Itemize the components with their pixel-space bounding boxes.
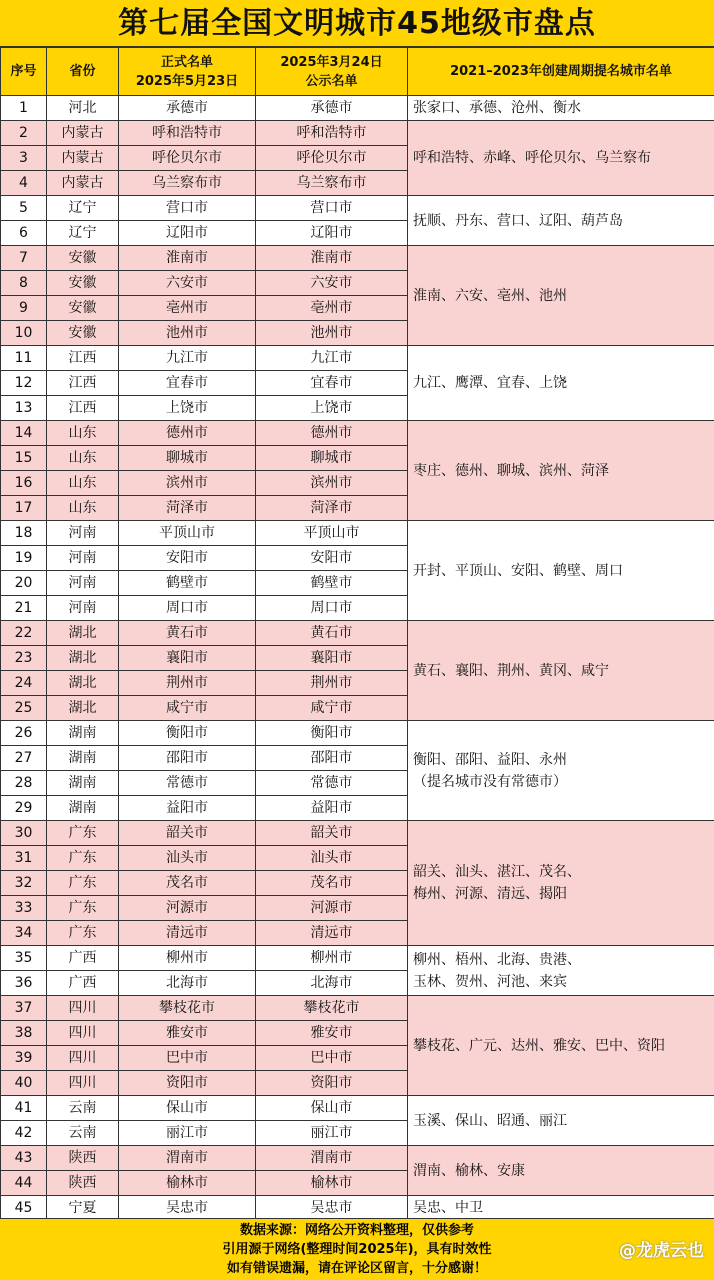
cell-province: 湖北 xyxy=(47,646,119,671)
cell-nominated-list xyxy=(408,996,714,1096)
cell-official: 平顶山市 xyxy=(119,521,256,546)
cell-seq: 10 xyxy=(1,321,47,346)
table-body xyxy=(1,96,714,1221)
cell-public: 聊城市 xyxy=(256,446,408,471)
cell-seq: 27 xyxy=(1,746,47,771)
city-table xyxy=(0,47,714,1221)
cell-province: 安徽 xyxy=(47,271,119,296)
cell-province: 山东 xyxy=(47,421,119,446)
nominated-line: 枣庄、德州、聊城、滨州、菏泽 xyxy=(413,462,609,479)
footer xyxy=(0,1218,714,1280)
nominated-line: 渭南、榆林、安康 xyxy=(413,1162,525,1179)
cell-public: 呼和浩特市 xyxy=(256,121,408,146)
cell-official: 巴中市 xyxy=(119,1046,256,1071)
cell-nominated-list xyxy=(408,196,714,246)
cell-official: 柳州市 xyxy=(119,946,256,971)
cell-seq: 13 xyxy=(1,396,47,421)
cell-seq: 1 xyxy=(1,96,47,121)
cell-official: 衡阳市 xyxy=(119,721,256,746)
cell-seq: 28 xyxy=(1,771,47,796)
page-title: 第七届全国文明城市45地级市盘点 xyxy=(0,0,714,47)
cell-official: 吴忠市 xyxy=(119,1196,256,1221)
cell-official: 资阳市 xyxy=(119,1071,256,1096)
cell-province: 湖南 xyxy=(47,771,119,796)
table-row xyxy=(1,1096,714,1121)
cell-public: 安阳市 xyxy=(256,546,408,571)
cell-seq: 5 xyxy=(1,196,47,221)
cell-seq: 7 xyxy=(1,246,47,271)
cell-nominated-list xyxy=(408,1146,714,1196)
cell-province: 安徽 xyxy=(47,296,119,321)
cell-province: 云南 xyxy=(47,1096,119,1121)
cell-public: 辽阳市 xyxy=(256,221,408,246)
cell-seq: 18 xyxy=(1,521,47,546)
cell-nominated-list xyxy=(408,1096,714,1146)
cell-official: 呼和浩特市 xyxy=(119,121,256,146)
cell-nominated-list xyxy=(408,346,714,421)
cell-province: 安徽 xyxy=(47,321,119,346)
table-row xyxy=(1,1146,714,1171)
cell-province: 安徽 xyxy=(47,246,119,271)
cell-province: 湖北 xyxy=(47,671,119,696)
cell-official: 鹤壁市 xyxy=(119,571,256,596)
cell-official: 汕头市 xyxy=(119,846,256,871)
cell-official: 辽阳市 xyxy=(119,221,256,246)
cell-province: 江西 xyxy=(47,346,119,371)
cell-seq: 21 xyxy=(1,596,47,621)
cell-public: 亳州市 xyxy=(256,296,408,321)
nominated-line: 攀枝花、广元、达州、雅安、巴中、资阳 xyxy=(413,1037,665,1054)
cell-seq: 24 xyxy=(1,671,47,696)
cell-seq: 43 xyxy=(1,1146,47,1171)
cell-seq: 4 xyxy=(1,171,47,196)
cell-province: 四川 xyxy=(47,1046,119,1071)
cell-seq: 25 xyxy=(1,696,47,721)
header-province: 省份 xyxy=(47,48,119,96)
cell-public: 丽江市 xyxy=(256,1121,408,1146)
cell-nominated-list xyxy=(408,121,714,196)
cell-official: 安阳市 xyxy=(119,546,256,571)
cell-public: 淮南市 xyxy=(256,246,408,271)
cell-public: 鹤壁市 xyxy=(256,571,408,596)
nominated-line: 柳州、梧州、北海、贵港、 xyxy=(413,951,581,968)
cell-official: 亳州市 xyxy=(119,296,256,321)
nominated-line: 吴忠、中卫 xyxy=(413,1200,483,1216)
cell-seq: 2 xyxy=(1,121,47,146)
cell-public: 柳州市 xyxy=(256,946,408,971)
nominated-line: （提名城市没有常德市） xyxy=(413,773,567,790)
cell-public: 吴忠市 xyxy=(256,1196,408,1221)
cell-public: 平顶山市 xyxy=(256,521,408,546)
cell-official: 北海市 xyxy=(119,971,256,996)
header-official-line2: 2025年5月23日 xyxy=(135,73,239,89)
table-row xyxy=(1,821,714,846)
cell-seq: 11 xyxy=(1,346,47,371)
cell-seq: 23 xyxy=(1,646,47,671)
cell-official: 黄石市 xyxy=(119,621,256,646)
cell-province: 河南 xyxy=(47,546,119,571)
cell-province: 江西 xyxy=(47,396,119,421)
cell-official: 德州市 xyxy=(119,421,256,446)
cell-seq: 37 xyxy=(1,996,47,1021)
cell-province: 宁夏 xyxy=(47,1196,119,1221)
nominated-line: 九江、鹰潭、宜春、上饶 xyxy=(413,375,567,391)
nominated-line: 开封、平顶山、安阳、鹤壁、周口 xyxy=(413,562,623,579)
table-row xyxy=(1,1196,714,1221)
cell-official: 保山市 xyxy=(119,1096,256,1121)
cell-public: 常德市 xyxy=(256,771,408,796)
nominated-line: 梅州、河源、清远、揭阳 xyxy=(413,886,567,902)
cell-seq: 32 xyxy=(1,871,47,896)
nominated-line: 呼和浩特、赤峰、呼伦贝尔、乌兰察布 xyxy=(413,150,651,166)
table-row xyxy=(1,121,714,146)
table-row xyxy=(1,196,714,221)
cell-province: 广西 xyxy=(47,971,119,996)
cell-seq: 15 xyxy=(1,446,47,471)
nominated-line: 淮南、六安、亳州、池州 xyxy=(413,287,567,304)
cell-official: 茂名市 xyxy=(119,871,256,896)
table-row xyxy=(1,96,714,121)
cell-seq: 35 xyxy=(1,946,47,971)
cell-province: 河南 xyxy=(47,596,119,621)
cell-seq: 30 xyxy=(1,821,47,846)
cell-seq: 6 xyxy=(1,221,47,246)
cell-official: 邵阳市 xyxy=(119,746,256,771)
cell-nominated-list xyxy=(408,821,714,946)
cell-nominated-list xyxy=(408,946,714,996)
cell-public: 茂名市 xyxy=(256,871,408,896)
cell-province: 辽宁 xyxy=(47,196,119,221)
cell-seq: 29 xyxy=(1,796,47,821)
cell-official: 河源市 xyxy=(119,896,256,921)
cell-province: 云南 xyxy=(47,1121,119,1146)
cell-province: 陕西 xyxy=(47,1146,119,1171)
nominated-line: 玉林、贺州、河池、来宾 xyxy=(413,973,567,990)
cell-nominated-list xyxy=(408,246,714,346)
cell-province: 四川 xyxy=(47,996,119,1021)
cell-province: 湖南 xyxy=(47,746,119,771)
nominated-line: 玉溪、保山、昭通、丽江 xyxy=(413,1112,567,1129)
cell-official: 周口市 xyxy=(119,596,256,621)
cell-province: 山东 xyxy=(47,471,119,496)
cell-official: 呼伦贝尔市 xyxy=(119,146,256,171)
nominated-line: 衡阳、邵阳、益阳、永州 xyxy=(413,751,567,768)
cell-official: 丽江市 xyxy=(119,1121,256,1146)
cell-public: 清远市 xyxy=(256,921,408,946)
header-public-line1: 2025年3月24日 xyxy=(280,54,383,70)
cell-seq: 41 xyxy=(1,1096,47,1121)
cell-official: 榆林市 xyxy=(119,1171,256,1196)
cell-province: 河南 xyxy=(47,571,119,596)
cell-official: 淮南市 xyxy=(119,246,256,271)
cell-province: 辽宁 xyxy=(47,221,119,246)
cell-seq: 19 xyxy=(1,546,47,571)
cell-province: 河南 xyxy=(47,521,119,546)
cell-official: 雅安市 xyxy=(119,1021,256,1046)
header-official-line1: 正式名单 xyxy=(160,54,213,70)
cell-seq: 38 xyxy=(1,1021,47,1046)
cell-province: 内蒙古 xyxy=(47,146,119,171)
nominated-line: 抚顺、丹东、营口、辽阳、葫芦岛 xyxy=(413,212,623,229)
cell-official: 宜春市 xyxy=(119,371,256,396)
cell-seq: 14 xyxy=(1,421,47,446)
cell-official: 聊城市 xyxy=(119,446,256,471)
cell-public: 上饶市 xyxy=(256,396,408,421)
cell-public: 邵阳市 xyxy=(256,746,408,771)
cell-seq: 3 xyxy=(1,146,47,171)
cell-seq: 34 xyxy=(1,921,47,946)
cell-public: 营口市 xyxy=(256,196,408,221)
cell-public: 汕头市 xyxy=(256,846,408,871)
cell-public: 益阳市 xyxy=(256,796,408,821)
cell-province: 湖北 xyxy=(47,621,119,646)
header-nominated: 2021–2023年创建周期提名城市名单 xyxy=(408,48,714,96)
cell-province: 广东 xyxy=(47,821,119,846)
cell-province: 内蒙古 xyxy=(47,121,119,146)
header-public xyxy=(256,48,408,96)
cell-official: 清远市 xyxy=(119,921,256,946)
cell-official: 常德市 xyxy=(119,771,256,796)
cell-seq: 17 xyxy=(1,496,47,521)
cell-seq: 20 xyxy=(1,571,47,596)
nominated-line: 黄石、襄阳、荆州、黄冈、咸宁 xyxy=(413,662,609,679)
cell-public: 池州市 xyxy=(256,321,408,346)
table-row xyxy=(1,421,714,446)
cell-official: 营口市 xyxy=(119,196,256,221)
watermark: @龙虎云也 xyxy=(619,1241,704,1261)
cell-nominated-list xyxy=(408,421,714,521)
cell-public: 承德市 xyxy=(256,96,408,121)
cell-public: 呼伦贝尔市 xyxy=(256,146,408,171)
cell-public: 滨州市 xyxy=(256,471,408,496)
cell-seq: 44 xyxy=(1,1171,47,1196)
cell-public: 九江市 xyxy=(256,346,408,371)
cell-province: 湖南 xyxy=(47,796,119,821)
cell-seq: 12 xyxy=(1,371,47,396)
cell-official: 渭南市 xyxy=(119,1146,256,1171)
cell-official: 荆州市 xyxy=(119,671,256,696)
header-seq: 序号 xyxy=(1,48,47,96)
cell-official: 菏泽市 xyxy=(119,496,256,521)
cell-public: 河源市 xyxy=(256,896,408,921)
cell-province: 广东 xyxy=(47,896,119,921)
cell-public: 黄石市 xyxy=(256,621,408,646)
table-row xyxy=(1,246,714,271)
nominated-line: 韶关、汕头、湛江、茂名、 xyxy=(413,864,581,880)
footer-line3: 如有错误遗漏，请在评论区留言，十分感谢！ xyxy=(226,1261,487,1276)
cell-province: 湖北 xyxy=(47,696,119,721)
cell-official: 咸宁市 xyxy=(119,696,256,721)
table-row xyxy=(1,946,714,971)
table-row xyxy=(1,621,714,646)
cell-nominated-list xyxy=(408,521,714,621)
cell-seq: 40 xyxy=(1,1071,47,1096)
cell-province: 山东 xyxy=(47,446,119,471)
header-official xyxy=(119,48,256,96)
cell-public: 衡阳市 xyxy=(256,721,408,746)
table-row xyxy=(1,721,714,746)
cell-public: 咸宁市 xyxy=(256,696,408,721)
cell-public: 韶关市 xyxy=(256,821,408,846)
cell-public: 资阳市 xyxy=(256,1071,408,1096)
cell-official: 乌兰察布市 xyxy=(119,171,256,196)
cell-seq: 31 xyxy=(1,846,47,871)
cell-seq: 45 xyxy=(1,1196,47,1221)
cell-province: 四川 xyxy=(47,1071,119,1096)
cell-seq: 8 xyxy=(1,271,47,296)
cell-province: 广东 xyxy=(47,846,119,871)
cell-province: 广西 xyxy=(47,946,119,971)
cell-official: 上饶市 xyxy=(119,396,256,421)
cell-public: 荆州市 xyxy=(256,671,408,696)
table-header-row xyxy=(1,48,714,96)
cell-official: 攀枝花市 xyxy=(119,996,256,1021)
cell-province: 湖南 xyxy=(47,721,119,746)
cell-official: 九江市 xyxy=(119,346,256,371)
header-public-line2: 公示名单 xyxy=(305,73,358,89)
cell-seq: 22 xyxy=(1,621,47,646)
cell-public: 菏泽市 xyxy=(256,496,408,521)
cell-public: 宜春市 xyxy=(256,371,408,396)
cell-seq: 33 xyxy=(1,896,47,921)
cell-public: 攀枝花市 xyxy=(256,996,408,1021)
cell-nominated-list xyxy=(408,96,714,121)
cell-public: 雅安市 xyxy=(256,1021,408,1046)
cell-public: 德州市 xyxy=(256,421,408,446)
cell-seq: 39 xyxy=(1,1046,47,1071)
cell-nominated-list xyxy=(408,721,714,821)
cell-seq: 9 xyxy=(1,296,47,321)
cell-public: 北海市 xyxy=(256,971,408,996)
cell-province: 江西 xyxy=(47,371,119,396)
cell-official: 六安市 xyxy=(119,271,256,296)
cell-official: 滨州市 xyxy=(119,471,256,496)
footer-line2: 引用源于网络(整理时间2025年)，具有时效性 xyxy=(222,1242,492,1257)
nominated-line: 张家口、承德、沧州、衡水 xyxy=(413,100,581,116)
cell-seq: 16 xyxy=(1,471,47,496)
table-row xyxy=(1,996,714,1021)
cell-province: 广东 xyxy=(47,871,119,896)
cell-province: 陕西 xyxy=(47,1171,119,1196)
cell-province: 四川 xyxy=(47,1021,119,1046)
cell-public: 巴中市 xyxy=(256,1046,408,1071)
cell-seq: 36 xyxy=(1,971,47,996)
footer-line1: 数据来源：网络公开资料整理，仅供参考 xyxy=(239,1223,474,1238)
cell-public: 保山市 xyxy=(256,1096,408,1121)
table-row xyxy=(1,521,714,546)
cell-nominated-list xyxy=(408,621,714,721)
cell-province: 广东 xyxy=(47,921,119,946)
cell-seq: 42 xyxy=(1,1121,47,1146)
cell-public: 周口市 xyxy=(256,596,408,621)
cell-official: 襄阳市 xyxy=(119,646,256,671)
cell-official: 池州市 xyxy=(119,321,256,346)
cell-province: 山东 xyxy=(47,496,119,521)
cell-public: 乌兰察布市 xyxy=(256,171,408,196)
cell-public: 六安市 xyxy=(256,271,408,296)
cell-province: 内蒙古 xyxy=(47,171,119,196)
cell-public: 襄阳市 xyxy=(256,646,408,671)
cell-official: 益阳市 xyxy=(119,796,256,821)
cell-official: 承德市 xyxy=(119,96,256,121)
cell-seq: 26 xyxy=(1,721,47,746)
cell-public: 榆林市 xyxy=(256,1171,408,1196)
cell-official: 韶关市 xyxy=(119,821,256,846)
cell-public: 渭南市 xyxy=(256,1146,408,1171)
table-row xyxy=(1,346,714,371)
cell-province: 河北 xyxy=(47,96,119,121)
cell-nominated-list xyxy=(408,1196,714,1221)
